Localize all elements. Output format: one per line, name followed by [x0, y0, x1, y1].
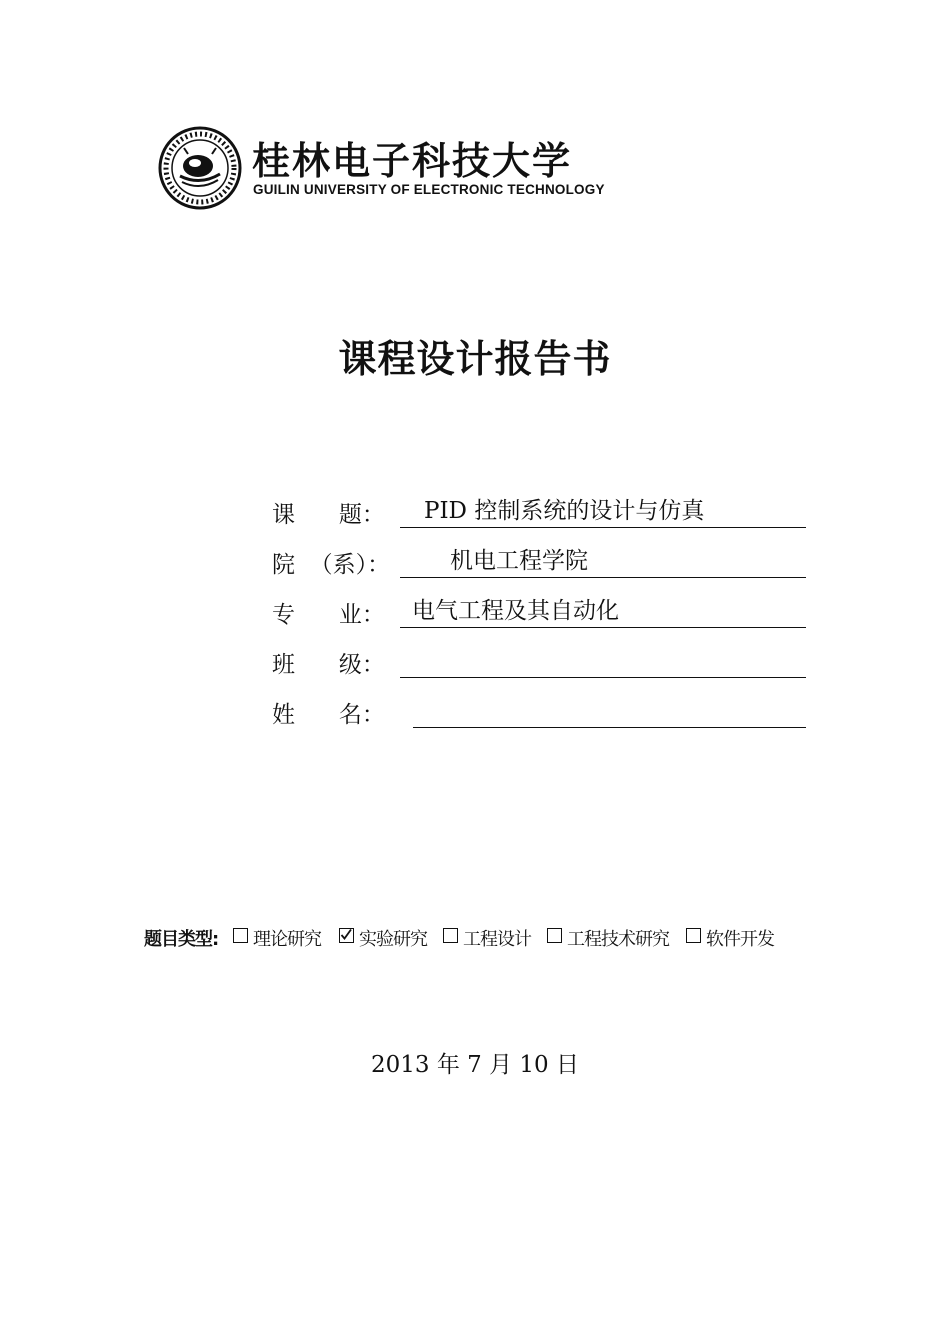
- university-seal-icon: [158, 126, 242, 210]
- university-header: [158, 124, 605, 204]
- page-title: 课程设计报告书: [338, 337, 612, 381]
- checkbox-unchecked-icon[interactable]: [233, 928, 248, 943]
- field-class-label: 班 级：: [272, 652, 385, 678]
- topic-type-option-label: 工程设计: [463, 929, 531, 950]
- field-major-value: 电气工程及其自动化: [412, 598, 619, 624]
- field-topic: [272, 496, 812, 532]
- topic-type-option-label: 实验研究: [359, 929, 427, 950]
- topic-type-option-label: 工程技术研究: [567, 929, 669, 950]
- field-department-value: 机电工程学院: [450, 548, 588, 574]
- field-class: [272, 646, 812, 682]
- field-major-label: 专 业：: [272, 602, 385, 628]
- field-class-underline: [400, 677, 806, 678]
- university-name-cn: 桂林电子科技大学: [252, 139, 573, 183]
- topic-type-option-label: 理论研究: [253, 929, 321, 950]
- topic-type-option-label: 软件开发: [706, 929, 774, 950]
- university-name-en: GUILIN UNIVERSITY OF ELECTRONIC TECHNOLOGY: [253, 182, 605, 197]
- field-name-label: 姓 名：: [272, 702, 385, 728]
- topic-type-label: 题目类型:: [144, 929, 219, 950]
- checkbox-unchecked-icon[interactable]: [547, 928, 562, 943]
- checkbox-unchecked-icon[interactable]: [443, 928, 458, 943]
- field-department-label: 院 （系）：: [272, 552, 391, 578]
- field-name: [272, 696, 812, 732]
- field-name-underline: [413, 727, 806, 728]
- field-topic-underline: [400, 527, 806, 528]
- checkbox-checked-icon[interactable]: [339, 928, 354, 943]
- field-major-underline: [400, 627, 806, 628]
- field-department-underline: [400, 577, 806, 578]
- field-department: [272, 546, 812, 582]
- topic-type-row: [144, 922, 844, 952]
- field-topic-value: PID 控制系统的设计与仿真: [424, 498, 705, 524]
- field-topic-label: 课 题：: [272, 502, 385, 528]
- report-date: 2013 年 7 月 10 日: [371, 1052, 579, 1078]
- checkbox-unchecked-icon[interactable]: [686, 928, 701, 943]
- field-major: [272, 596, 812, 632]
